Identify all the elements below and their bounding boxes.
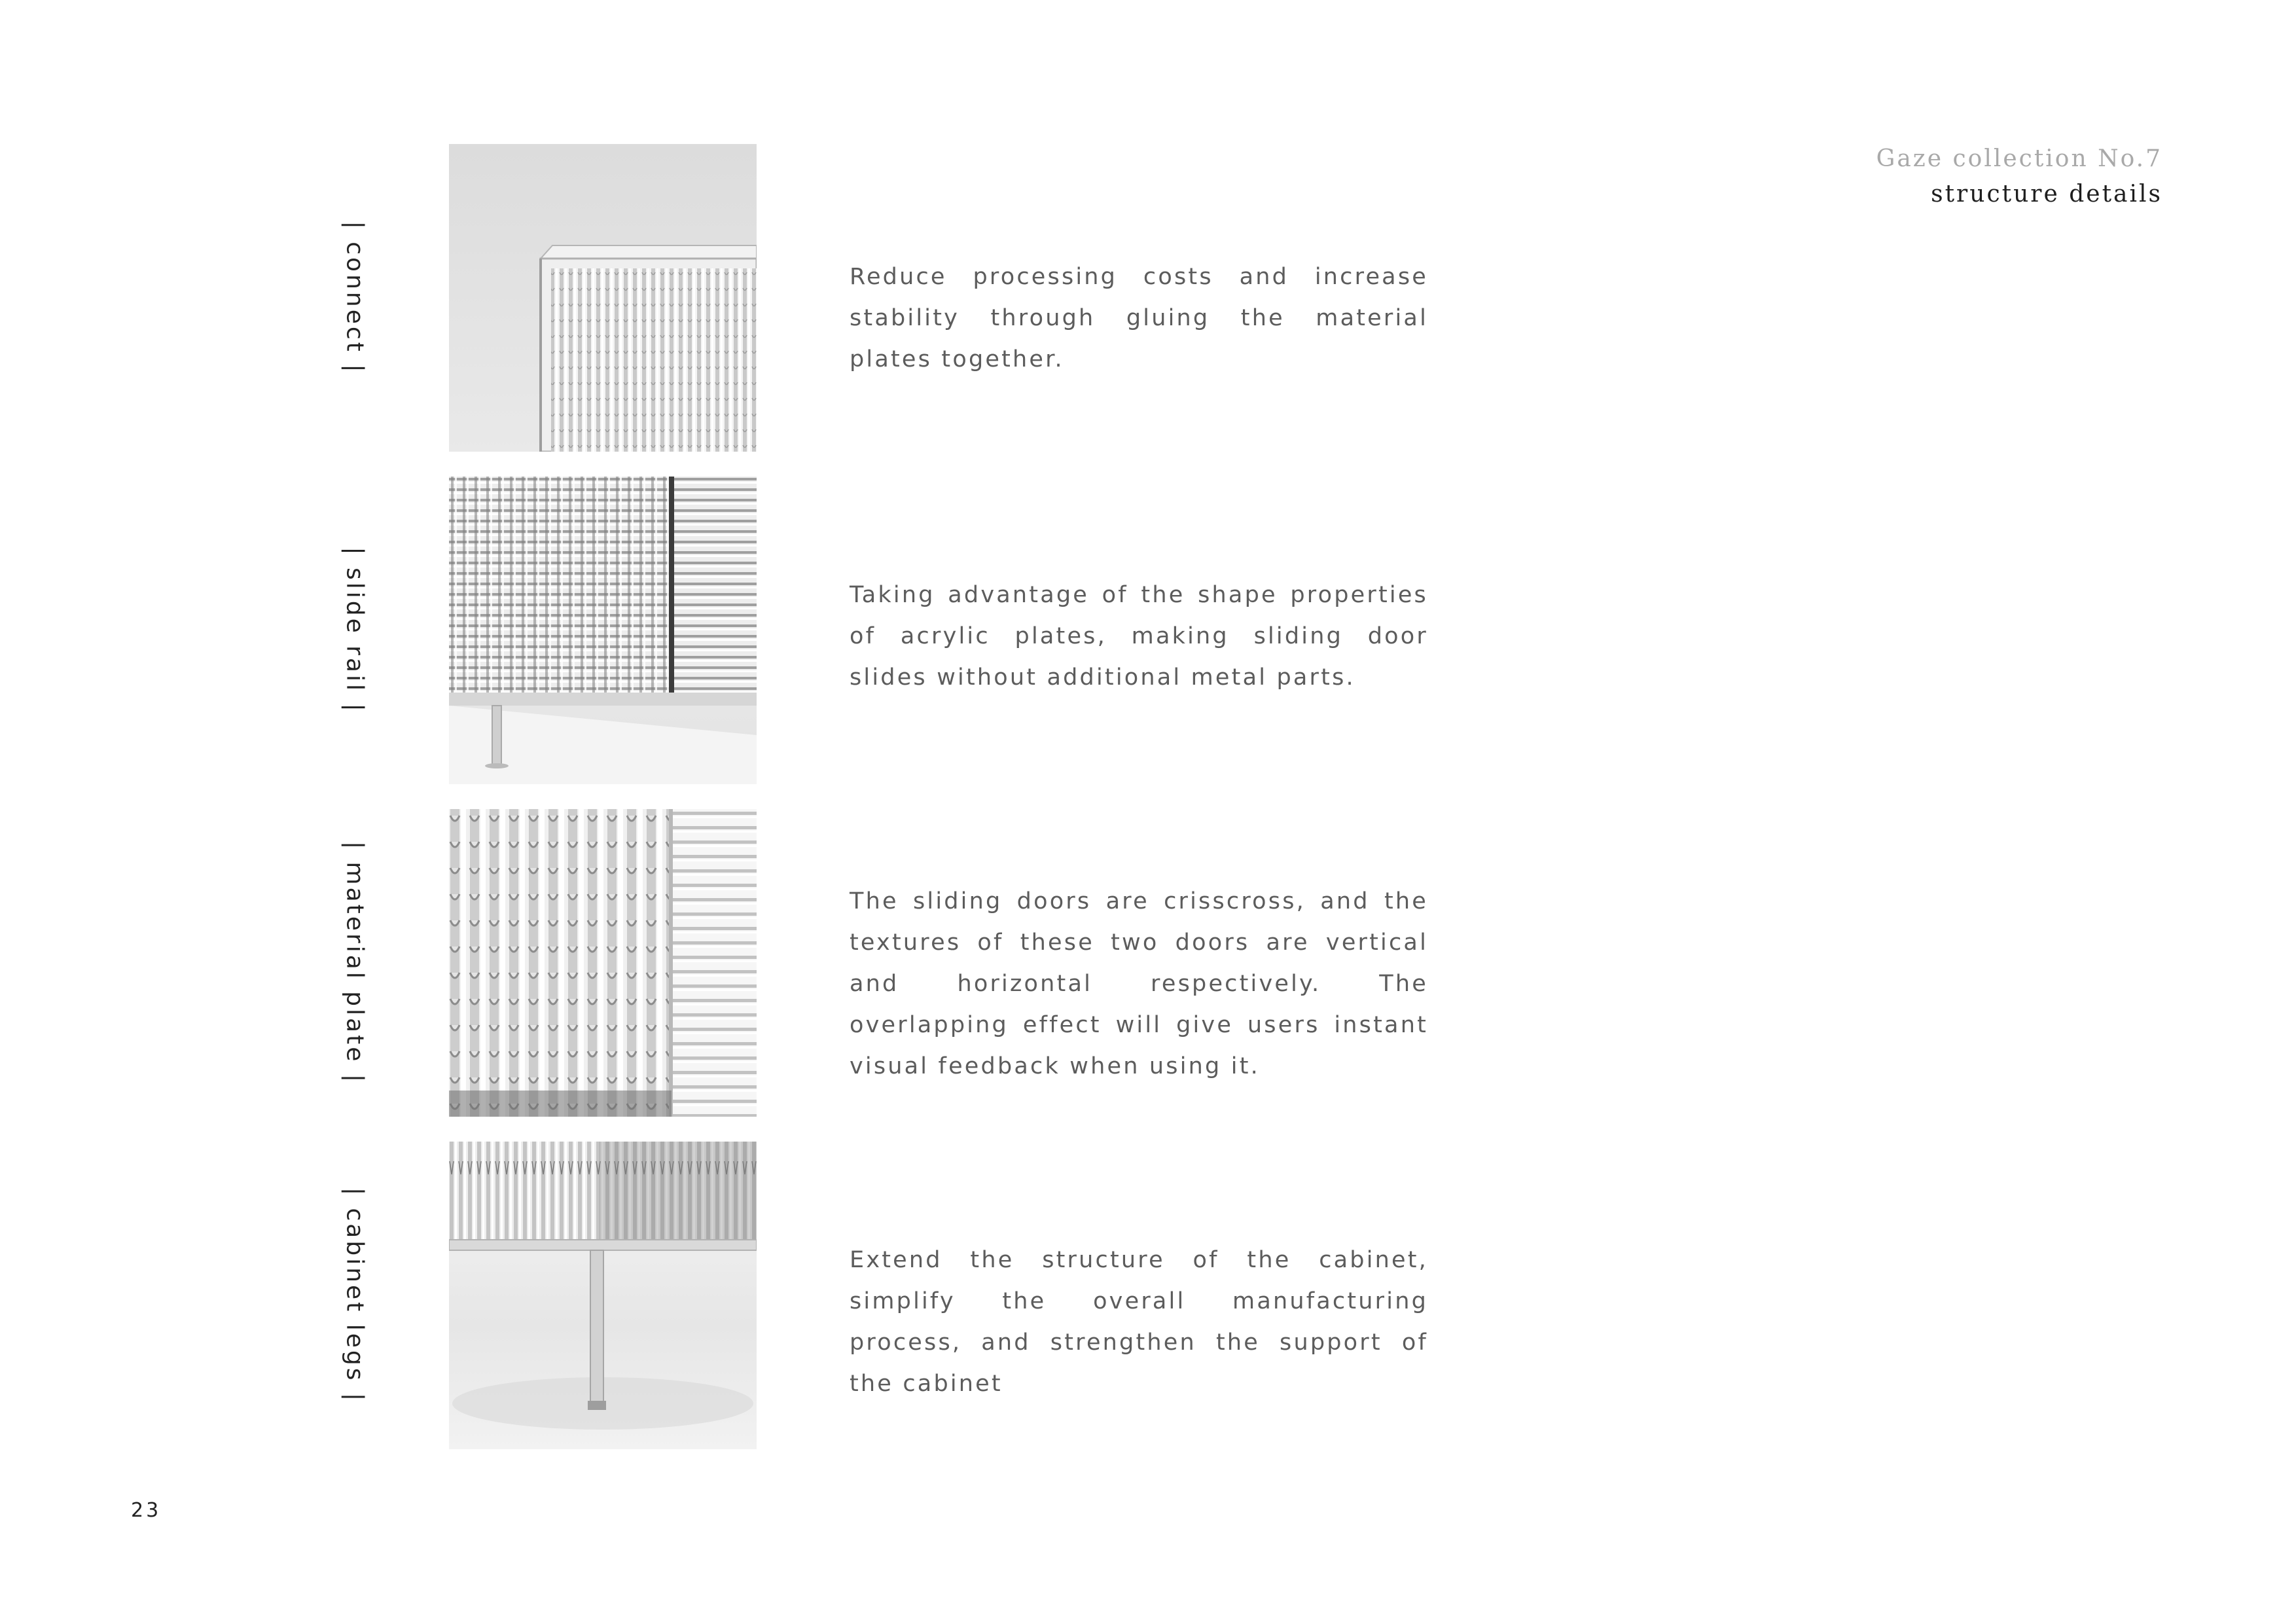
detail-row-cabinet-legs [0,1142,2296,1449]
detail-row-material-plate [0,809,2296,1117]
row-description: The sliding doors are crisscross, and the textures of these two doors are vertical and horizontal respectively. The overlapping effect will give users instant visual feedback when using it. [850,888,1428,1079]
detail-row-slide-rail [0,477,2296,784]
section-title: structure details [1931,181,2162,208]
detail-row-connect [0,144,2296,452]
material-plate-photo [449,809,757,1117]
row-label: | slide rail | [341,547,368,714]
row-label: | connect | [341,221,368,375]
row-label: | cabinet legs | [341,1187,368,1404]
row-description: Taking advantage of the shape properties of acrylic plates, making sliding door slides without additional metal parts. [850,582,1428,691]
connect-photo [449,144,757,452]
collection-title: Gaze collection No.7 [1876,145,2162,172]
page-number: 23 [131,1499,162,1522]
cabinet-legs-photo [449,1142,757,1449]
row-description: Reduce processing costs and increase stability through gluing the material plates together. [850,264,1428,372]
row-description: Extend the structure of the cabinet, simplify the overall manufacturing process, and strengthen the support of the cabinet [850,1247,1428,1397]
row-label: | material plate | [341,840,368,1085]
slide-rail-photo [449,477,757,784]
